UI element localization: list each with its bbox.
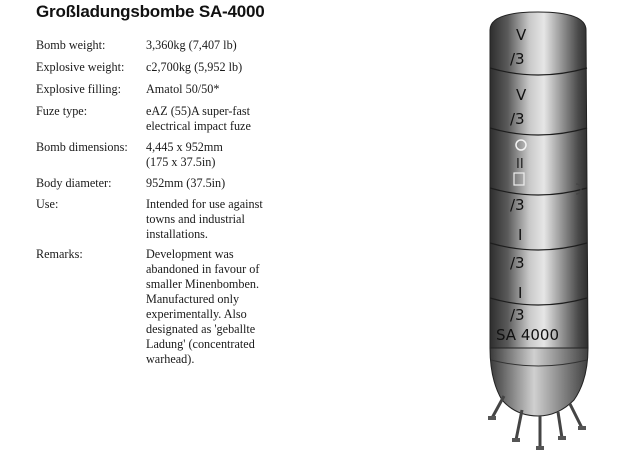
spec-label: Bomb weight: bbox=[36, 38, 106, 52]
designation-marking: SA 4000 bbox=[496, 326, 560, 344]
spec-label: Body diameter: bbox=[36, 176, 112, 190]
spec-label: Explosive filling: bbox=[36, 82, 121, 96]
spec-label: Remarks: bbox=[36, 247, 83, 261]
bomb-illustration bbox=[478, 8, 618, 470]
marking: II bbox=[516, 157, 524, 172]
spec-label: Fuze type: bbox=[36, 104, 88, 118]
strut-foot bbox=[536, 446, 544, 450]
marking: /3 bbox=[510, 50, 525, 68]
bomb-body bbox=[490, 12, 588, 348]
marking: /3 bbox=[510, 196, 525, 214]
spec-value: c2,700kg (5,952 lb) bbox=[146, 60, 243, 74]
spec-value: 952mm (37.5in) bbox=[146, 176, 226, 190]
marking: I bbox=[518, 284, 523, 302]
marking: /3 bbox=[510, 110, 525, 128]
strut-foot bbox=[512, 438, 520, 442]
spec-value: 3,360kg (7,407 lb) bbox=[146, 38, 237, 52]
marking: I bbox=[518, 226, 523, 244]
marking: /3 bbox=[510, 306, 525, 324]
tail-strut bbox=[570, 404, 582, 428]
tail-strut bbox=[558, 412, 562, 438]
bomb-tail-cone bbox=[490, 348, 588, 416]
strut-foot bbox=[578, 426, 586, 430]
spec-label: Explosive weight: bbox=[36, 60, 125, 74]
spec-value: Intended for use against towns and industrial installations. bbox=[146, 197, 263, 241]
spec-value: eAZ (55)A super-fast electrical impact fuze bbox=[146, 104, 251, 133]
strut-foot bbox=[488, 416, 496, 420]
spec-value: Amatol 50/50* bbox=[146, 82, 220, 96]
spec-value: 4,445 x 952mm (175 x 37.5in) bbox=[146, 140, 223, 169]
marking: V bbox=[516, 86, 527, 104]
spec-label: Bomb dimensions: bbox=[36, 140, 128, 154]
spec-label: Use: bbox=[36, 197, 59, 211]
tail-strut bbox=[492, 396, 504, 418]
strut-foot bbox=[558, 436, 566, 440]
spec-value: Development was abandoned in favour of smaller Minenbomben. Manufactured only experimentally. Also designated as 'geballte Ladung' (concentrated warhead). bbox=[146, 247, 260, 366]
marking: V bbox=[516, 26, 527, 44]
tail-strut bbox=[516, 410, 522, 440]
page-title: Großladungsbombe SA-4000 bbox=[36, 2, 265, 21]
marking: /3 bbox=[510, 254, 525, 272]
